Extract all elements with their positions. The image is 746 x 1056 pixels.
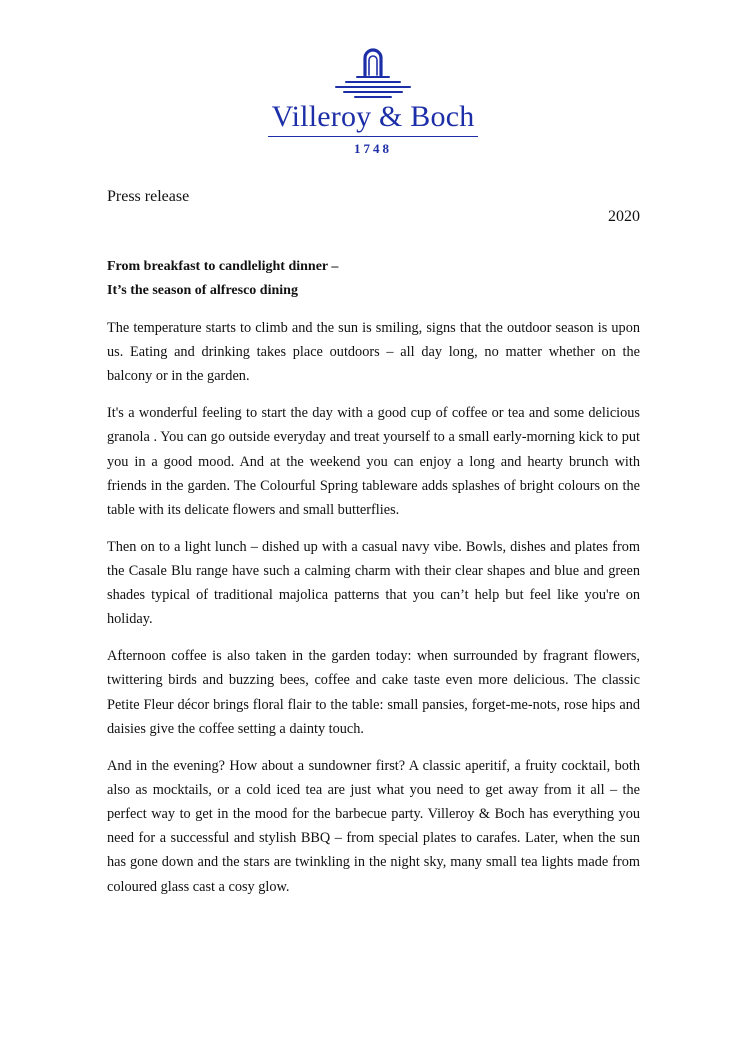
body-text	[107, 316, 640, 911]
brand-logo	[262, 42, 484, 160]
headline-line-2: It’s the season of alfresco dining	[107, 283, 298, 298]
headline	[107, 255, 647, 303]
headline-line-1: From breakfast to candlelight dinner –	[107, 259, 339, 274]
fountain-logo-icon	[262, 42, 484, 102]
brand-year: 1748	[354, 141, 392, 156]
brand-wordmark: Villeroy & Boch	[271, 100, 475, 133]
paragraph: And in the evening? How about a sundowner first? A classic aperitif, a fruity cocktail, both also as mocktails, or a cold iced tea are just what you need to get away from it all – the perfect way to get in the mood for the barbecue party. Villeroy & Boch has everything you need for a successful and stylish BBQ – from special plates to carafes. Later, when the sun has gone down and the stars are twinkling in the night sky, many small tea lights made from coloured glass cast a cosy glow.	[107, 757, 640, 895]
document-type-label: Press release	[107, 188, 190, 205]
paragraph: Afternoon coffee is also taken in the garden today: when surrounded by fragrant flowers, twittering birds and buzzing bees, coffee and cake taste even more delicious. The classic Petite Fleur décor brings floral flair to the table: small pansies, forget-me-nots, rose hips and daisies give the coffee setting a dainty touch.	[107, 648, 640, 737]
paragraph: It's a wonderful feeling to start the day with a good cup of coffee or tea and some delicious granola . You can go outside everyday and treat yourself to a small early-morning kick to put you in a good mood. And at the weekend you can enjoy a long and hearty brunch with friends in the garden. The Colourful Spring tableware adds splashes of bright colours on the table with its delicate flowers and small butterflies.	[107, 405, 640, 519]
document-year: 2020	[608, 208, 640, 225]
paragraph: Then on to a light lunch – dished up with a casual navy vibe. Bowls, dishes and plates from the Casale Blu range have such a calming charm with their clear shapes and blue and green shades typical of traditional majolica patterns that you can’t help but feel like you're on holiday.	[107, 538, 640, 628]
brand-divider	[268, 136, 478, 137]
paragraph: The temperature starts to climb and the sun is smiling, signs that the outdoor season is upon us. Eating and drinking takes place outdoors – all day long, no matter whether on the balcony or in the garden.	[107, 320, 640, 385]
